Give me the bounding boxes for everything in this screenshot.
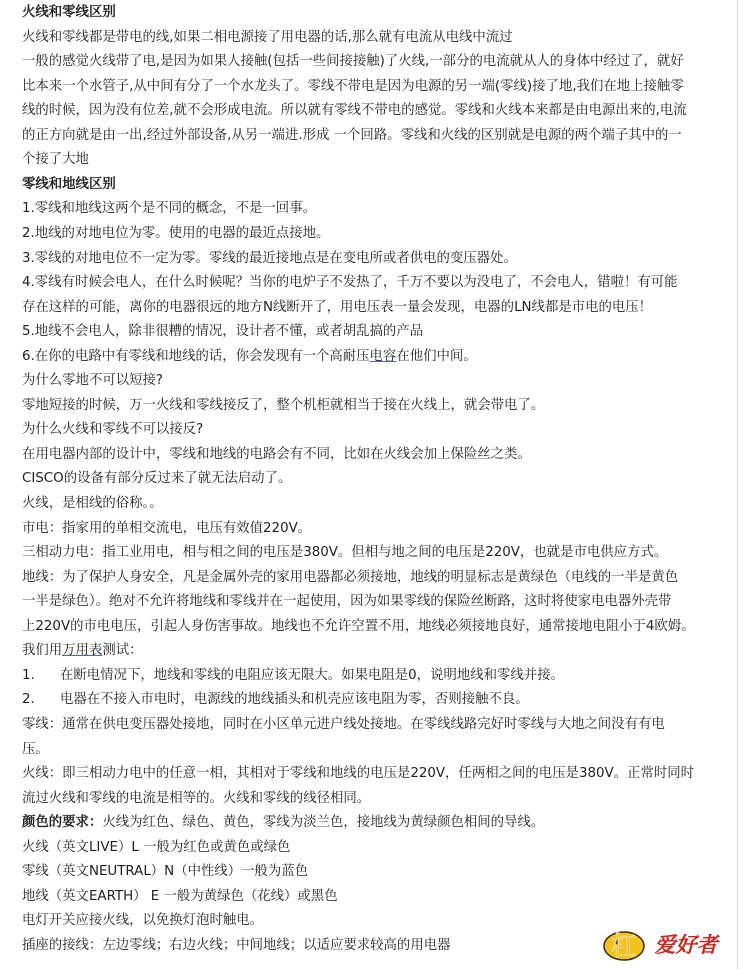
line-text: 压。 [22, 741, 49, 757]
text-line [22, 687, 722, 712]
line-text: 5.地线不会电人，除非很糟的情况，设计者不懂，或者胡乱搞的产品 [22, 324, 424, 340]
text-line [22, 589, 722, 614]
text-line [22, 859, 722, 884]
text-line [22, 540, 722, 565]
text-line [22, 147, 722, 172]
line-text: 在断电情况下，地线和零线的电阻应该无限大。如果电阻是0，说明地线和零线并接。 [60, 667, 564, 683]
section-heading [22, 0, 722, 25]
line-text: 火线（英文LIVE）L 一般为红色或黄色或绿色 [22, 839, 291, 855]
line-text: 电器在不接入市电时，电源线的地线插头和机壳应该电阻为零，否则接触不良。 [60, 692, 529, 708]
line-text: 一般的感觉火线带了电,是因为如果人接触(包括一些间接接触)了火线,一部分的电流就从人的身体中经过了，就好 [22, 54, 684, 70]
line-text: 1.零线和地线这两个是不同的概念，不是一回事。 [22, 201, 316, 217]
site-logo [602, 924, 726, 964]
text-line [22, 810, 722, 835]
line-text: 4.零线有时候会电人，在什么时候呢？当你的电炉子不发热了，千万不要以为没电了，不会电人，错啦！有可能 [22, 275, 678, 291]
line-text: 三相动力电：指工业用电，相与相之间的电压是380V。但相与地之间的电压是220V，也就是市电供应方式。 [22, 545, 668, 561]
line-text: 在用电器内部的设计中，零线和地线的电路会有不同，比如在火线会加上保险丝之类。 [22, 446, 531, 462]
text-line [22, 712, 722, 737]
page-border [737, 0, 738, 969]
line-text: 的正方向就是由一出,经过外部设备,从另一端进.形成 一个回路。零线和火线的区别就是电源的两个端子其中的一 [22, 127, 682, 143]
text-line [22, 786, 722, 811]
text-line [22, 737, 722, 762]
line-text: 流过火线和零线的电流是相等的。火线和零线的线径相同。 [22, 790, 371, 806]
line-text: 火线为红色、绿色、黄色，零线为淡兰色，接地线为黄绿颜色相间的导线。 [102, 815, 545, 831]
text-line [22, 123, 722, 148]
text-line [22, 417, 722, 442]
text-line [22, 393, 722, 418]
text-segment: 在他们中间。 [396, 348, 477, 364]
line-text: 地线：为了保护人身安全，凡是金属外壳的家用电器都必须接地，地线的明显标志是黄绿色（电线的一半是黄色 [22, 569, 679, 585]
text-line [22, 638, 722, 663]
line-text: 零线：通常在供电变压器处接地，同时在小区单元进户线处接地。在零线线路完好时零线与大地之间没有有电 [22, 716, 665, 732]
text-line [22, 761, 722, 786]
logo-mark-icon [604, 932, 644, 962]
line-text: 一半是绿色）。绝对不允许将地线和零线并在一起使用，因为如果零线的保险丝断路，这时将使家电电器外壳带 [22, 594, 672, 610]
text-line [22, 221, 722, 246]
text-line [22, 98, 722, 123]
text-line [22, 491, 722, 516]
line-text: 比本来一个水管子,从中间有分了一个水龙头了。零线不带电是因为电源的另一端(零线)接了地,我们在地上接触零 [22, 78, 684, 94]
text-segment: 测试： [102, 643, 143, 659]
line-text: 零线（英文NEUTRAL）N（中性线）一般为蓝色 [22, 864, 309, 880]
list-number: 1. [22, 667, 35, 683]
line-text: 个接了大地 [22, 152, 89, 168]
text-segment: 6.在你的电路中有零线和地线的话，你会发现有一个高耐压 [22, 348, 370, 364]
bold-lead: 颜色的要求： [22, 815, 103, 831]
text-line [22, 25, 722, 50]
line-text: 为什么零地不可以短接? [22, 373, 164, 389]
text-line [22, 442, 722, 467]
logo-text: 爱好者 [654, 933, 718, 957]
line-text: 3.零线的对地电位不一定为零。零线的最近接地点是在变电所或者供电的变压器处。 [22, 250, 517, 266]
text-line [22, 663, 722, 688]
keyword-link[interactable]: 万用表 [62, 643, 103, 659]
line-text: 存在这样的可能，离你的电器很远的地方N线断开了，用电压表一量会发现，电器的LN线都是市电的电压！ [22, 299, 653, 315]
text-line [22, 344, 722, 369]
line-text: 零线和地线区别 [22, 176, 116, 192]
line-text: 线的时候，因为没有位差,就不会形成电流。所以就有零线不带电的感觉。零线和火线本来都是由电源出来的,电流 [22, 103, 687, 119]
logo-mark: 杠 [610, 932, 638, 962]
line-text: 市电：指家用的单相交流电，电压有效值220V。 [22, 520, 312, 536]
line-text: 火线和零线区别 [22, 5, 116, 20]
line-text: CISCO的设备有部分反过来了就无法启动了。 [22, 471, 292, 487]
line-text: 火线，是相线的俗称。。 [22, 496, 163, 511]
text-line [22, 565, 722, 590]
text-line [22, 835, 722, 860]
text-line [22, 614, 722, 639]
text-segment: 我们用 [22, 643, 63, 659]
text-line [22, 884, 722, 909]
line-text: 零地短接的时候，万一火线和零线接反了，整个机柜就相当于接在火线上，就会带电了。 [22, 397, 545, 413]
keyword-link[interactable]: 电容 [369, 348, 397, 364]
list-number: 2. [22, 692, 35, 708]
text-line [22, 196, 722, 221]
line-text: 火线：即三相动力电中的任意一相，其相对于零线和地线的电压是220V，任两相之间的电压是380V。正常时同时 [22, 766, 695, 782]
text-line [22, 270, 722, 295]
line-text: 2.地线的对地电位为零。使用的电器的最近点接地。 [22, 225, 330, 241]
line-text: 为什么火线和零线不可以接反? [22, 422, 204, 438]
text-line [22, 466, 722, 491]
text-line [22, 516, 722, 541]
text-line [22, 295, 722, 320]
text-line [22, 49, 722, 74]
text-line [22, 246, 722, 271]
line-text: 火线和零线都是带电的线,如果二相电源接了用电器的话,那么就有电流从电线中流过 [22, 29, 513, 45]
text-line [22, 319, 722, 344]
section-heading [22, 172, 722, 197]
line-text: 上220V的市电电压，引起人身伤害事故。地线也不允许空置不用，地线必须接地良好，通常接地电阻小于4欧姆。 [22, 618, 695, 634]
line-text: 电灯开关应接火线，以免换灯泡时触电。 [22, 913, 264, 929]
text-line [22, 74, 722, 99]
line-text: 插座的接线：左边零线；右边火线；中间地线；以适应要求较高的用电器 [22, 937, 451, 953]
line-text: 地线（英文EARTH） E 一般为黄绿色（花线）或黑色 [22, 888, 338, 904]
text-line [22, 368, 722, 393]
